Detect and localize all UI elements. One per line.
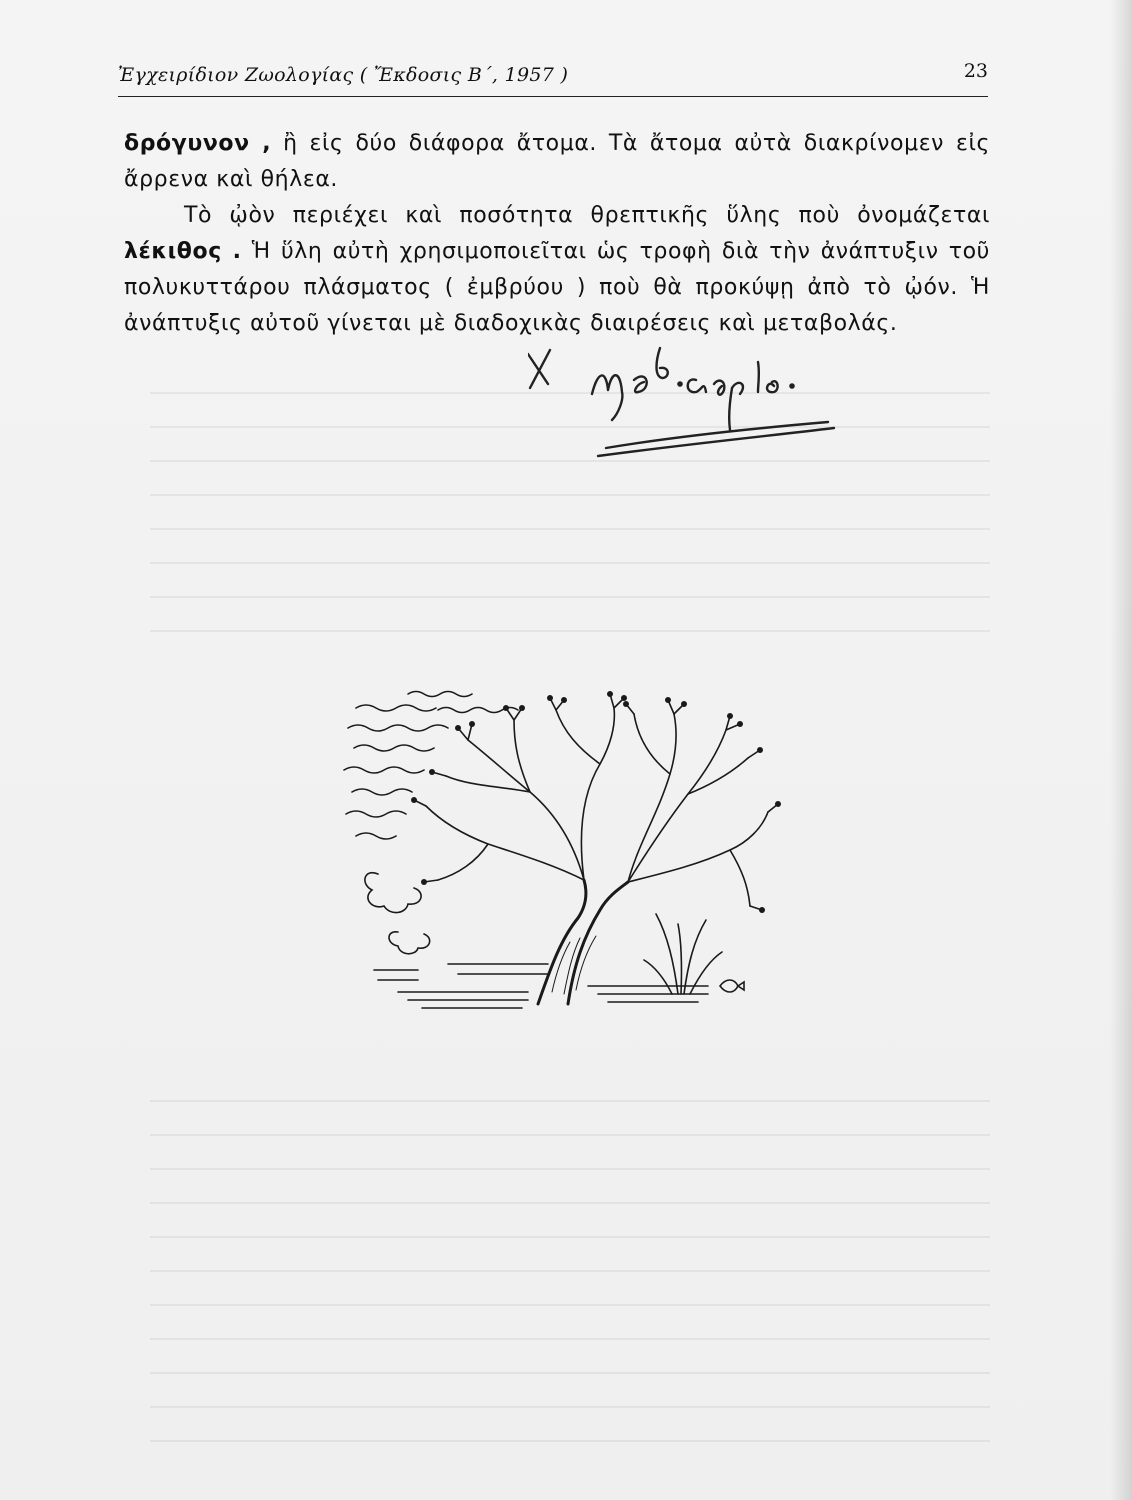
paragraph-2-text-before: Τὸ ᾠὸν περιέχει καὶ ποσότητα θρεπτικῆς ὕλης ποὺ ὀνομάζεται: [184, 203, 990, 228]
bold-term-2: λέκιθος .: [124, 239, 242, 264]
paragraph-1-text: ἢ εἰς δύο διάφορα ἄτομα. Τὰ ἄτομα αὐτὰ διακρίνομεν εἰς ἄρρενα καὶ θήλεα.: [124, 131, 991, 192]
page-header: [118, 62, 988, 97]
handwritten-annotation: [528, 340, 858, 460]
main-text: [124, 126, 990, 342]
paragraph-2-text-after: Ἡ ὕλη αὐτὴ χρησιμοποιεῖται ὡς τροφὴ διὰ τὴν ἀνάπτυξιν τοῦ πολυκυττάρου πλάσματος ( ἐμβρύου ) ποὺ θὰ προκύψῃ ἀπὸ τὸ ᾠόν. Ἡ ἀνάπτυξις αὐτοῦ γίνεται μὲ διαδοχικὰς διαιρέσεις καὶ μεταβολάς.: [124, 239, 991, 336]
tree-illustration-icon: [338, 674, 788, 1034]
running-head: Ἐγχειρίδιον Ζωολογίας ( Ἔκδοσις Β΄, 1957 ): [118, 64, 569, 86]
paragraph-2: [124, 198, 990, 342]
bold-term-1: δρόγυνον ,: [124, 131, 272, 156]
page-edge-shadow: [1110, 0, 1132, 1500]
paragraph-1: [124, 126, 990, 198]
page-number: 23: [963, 60, 988, 82]
